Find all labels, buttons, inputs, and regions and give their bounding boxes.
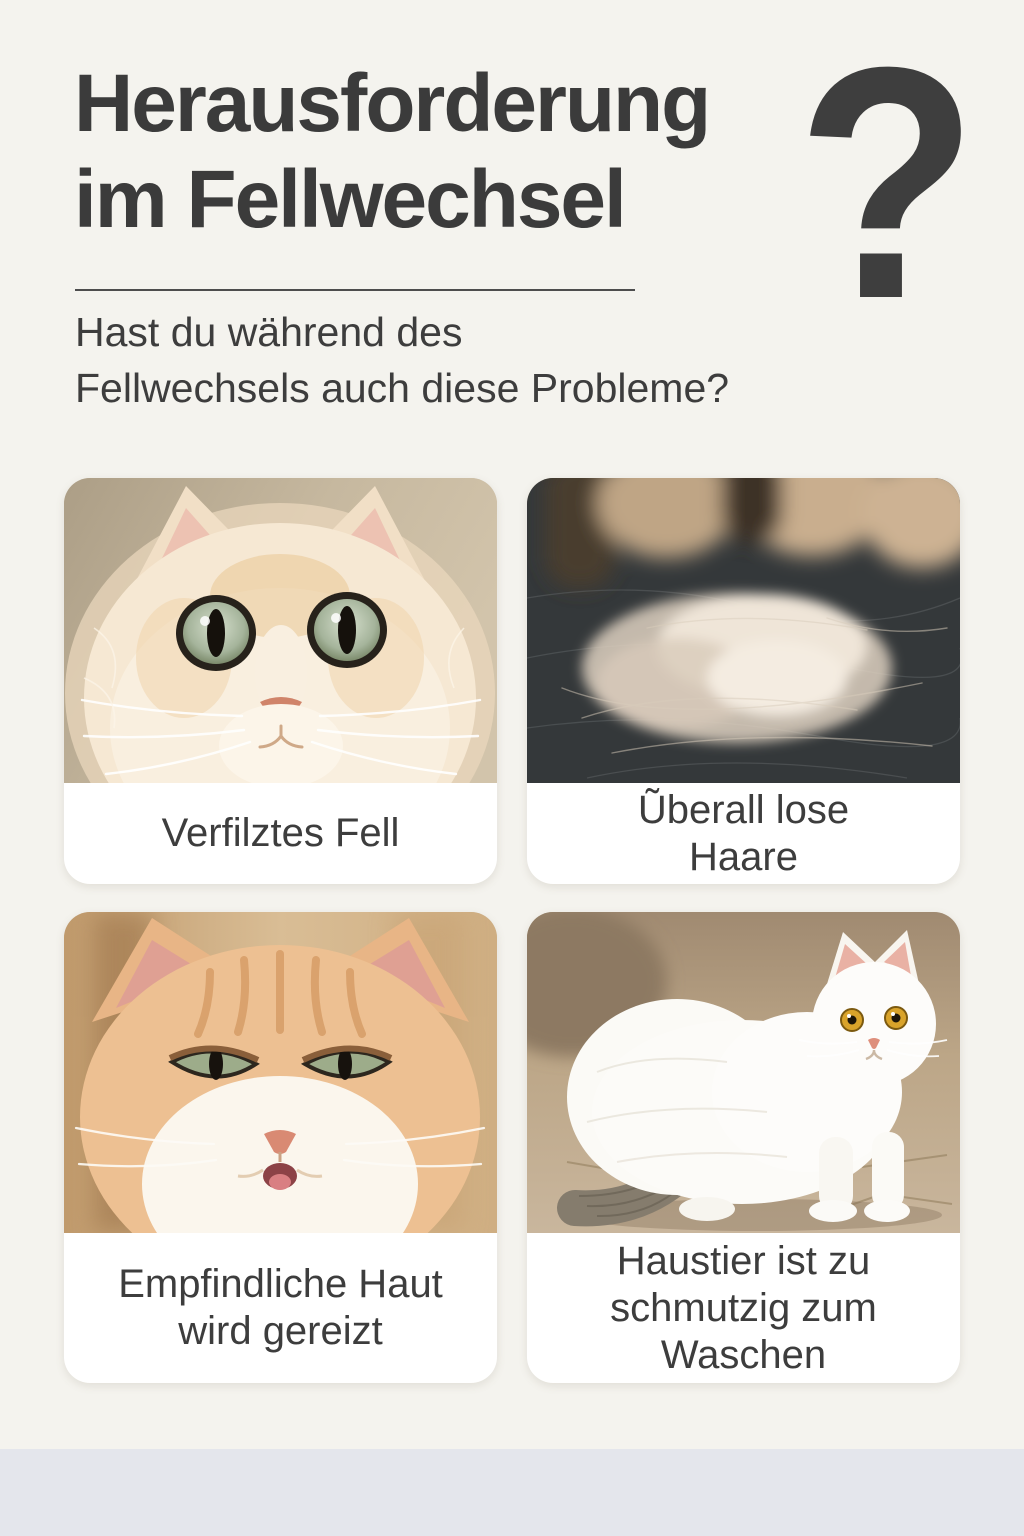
problem-card-empfindliche-haut xyxy=(64,912,497,1383)
caption-line: Empfindliche Haut xyxy=(118,1262,443,1306)
footer-strip xyxy=(0,1449,1024,1536)
page-subtitle xyxy=(75,304,729,416)
cream-cat-illustration xyxy=(64,478,497,783)
caption-line: schmutzig zum xyxy=(610,1285,877,1330)
cream-cat-face-photo xyxy=(64,478,497,783)
caption-line: wird gereizt xyxy=(178,1309,383,1353)
problem-card-schmutzig xyxy=(527,912,960,1383)
page-title xyxy=(74,56,709,248)
title-divider xyxy=(75,289,635,291)
caption-line: Ũberall lose xyxy=(637,787,850,832)
fur-clump-illustration xyxy=(527,478,960,783)
white-cat-photo xyxy=(527,912,960,1233)
card-caption xyxy=(64,1233,497,1383)
page-title-line2: im Fellwechsel xyxy=(74,154,625,245)
white-cat-illustration xyxy=(527,912,960,1233)
fur-clump-photo xyxy=(527,478,960,783)
page-subtitle-line2: Fellwechsels auch diese Probleme? xyxy=(75,365,730,411)
card-caption xyxy=(527,783,960,884)
caption-line: Haustier ist zu xyxy=(616,1238,871,1283)
card-caption xyxy=(64,783,497,884)
page-title-line1: Herausforderung xyxy=(74,58,710,149)
problem-card-lose-haare xyxy=(527,478,960,884)
page-subtitle-line1: Hast du während des xyxy=(75,309,463,355)
question-mark-icon: ? xyxy=(796,0,978,367)
caption-line: Haare xyxy=(689,834,798,879)
caption-line: Verfilztes Fell xyxy=(161,811,400,855)
card-caption xyxy=(527,1233,960,1383)
angry-cat-illustration xyxy=(64,912,497,1233)
problem-card-verfilztes-fell xyxy=(64,478,497,884)
caption-line: Waschen xyxy=(660,1332,827,1377)
angry-cat-photo xyxy=(64,912,497,1233)
